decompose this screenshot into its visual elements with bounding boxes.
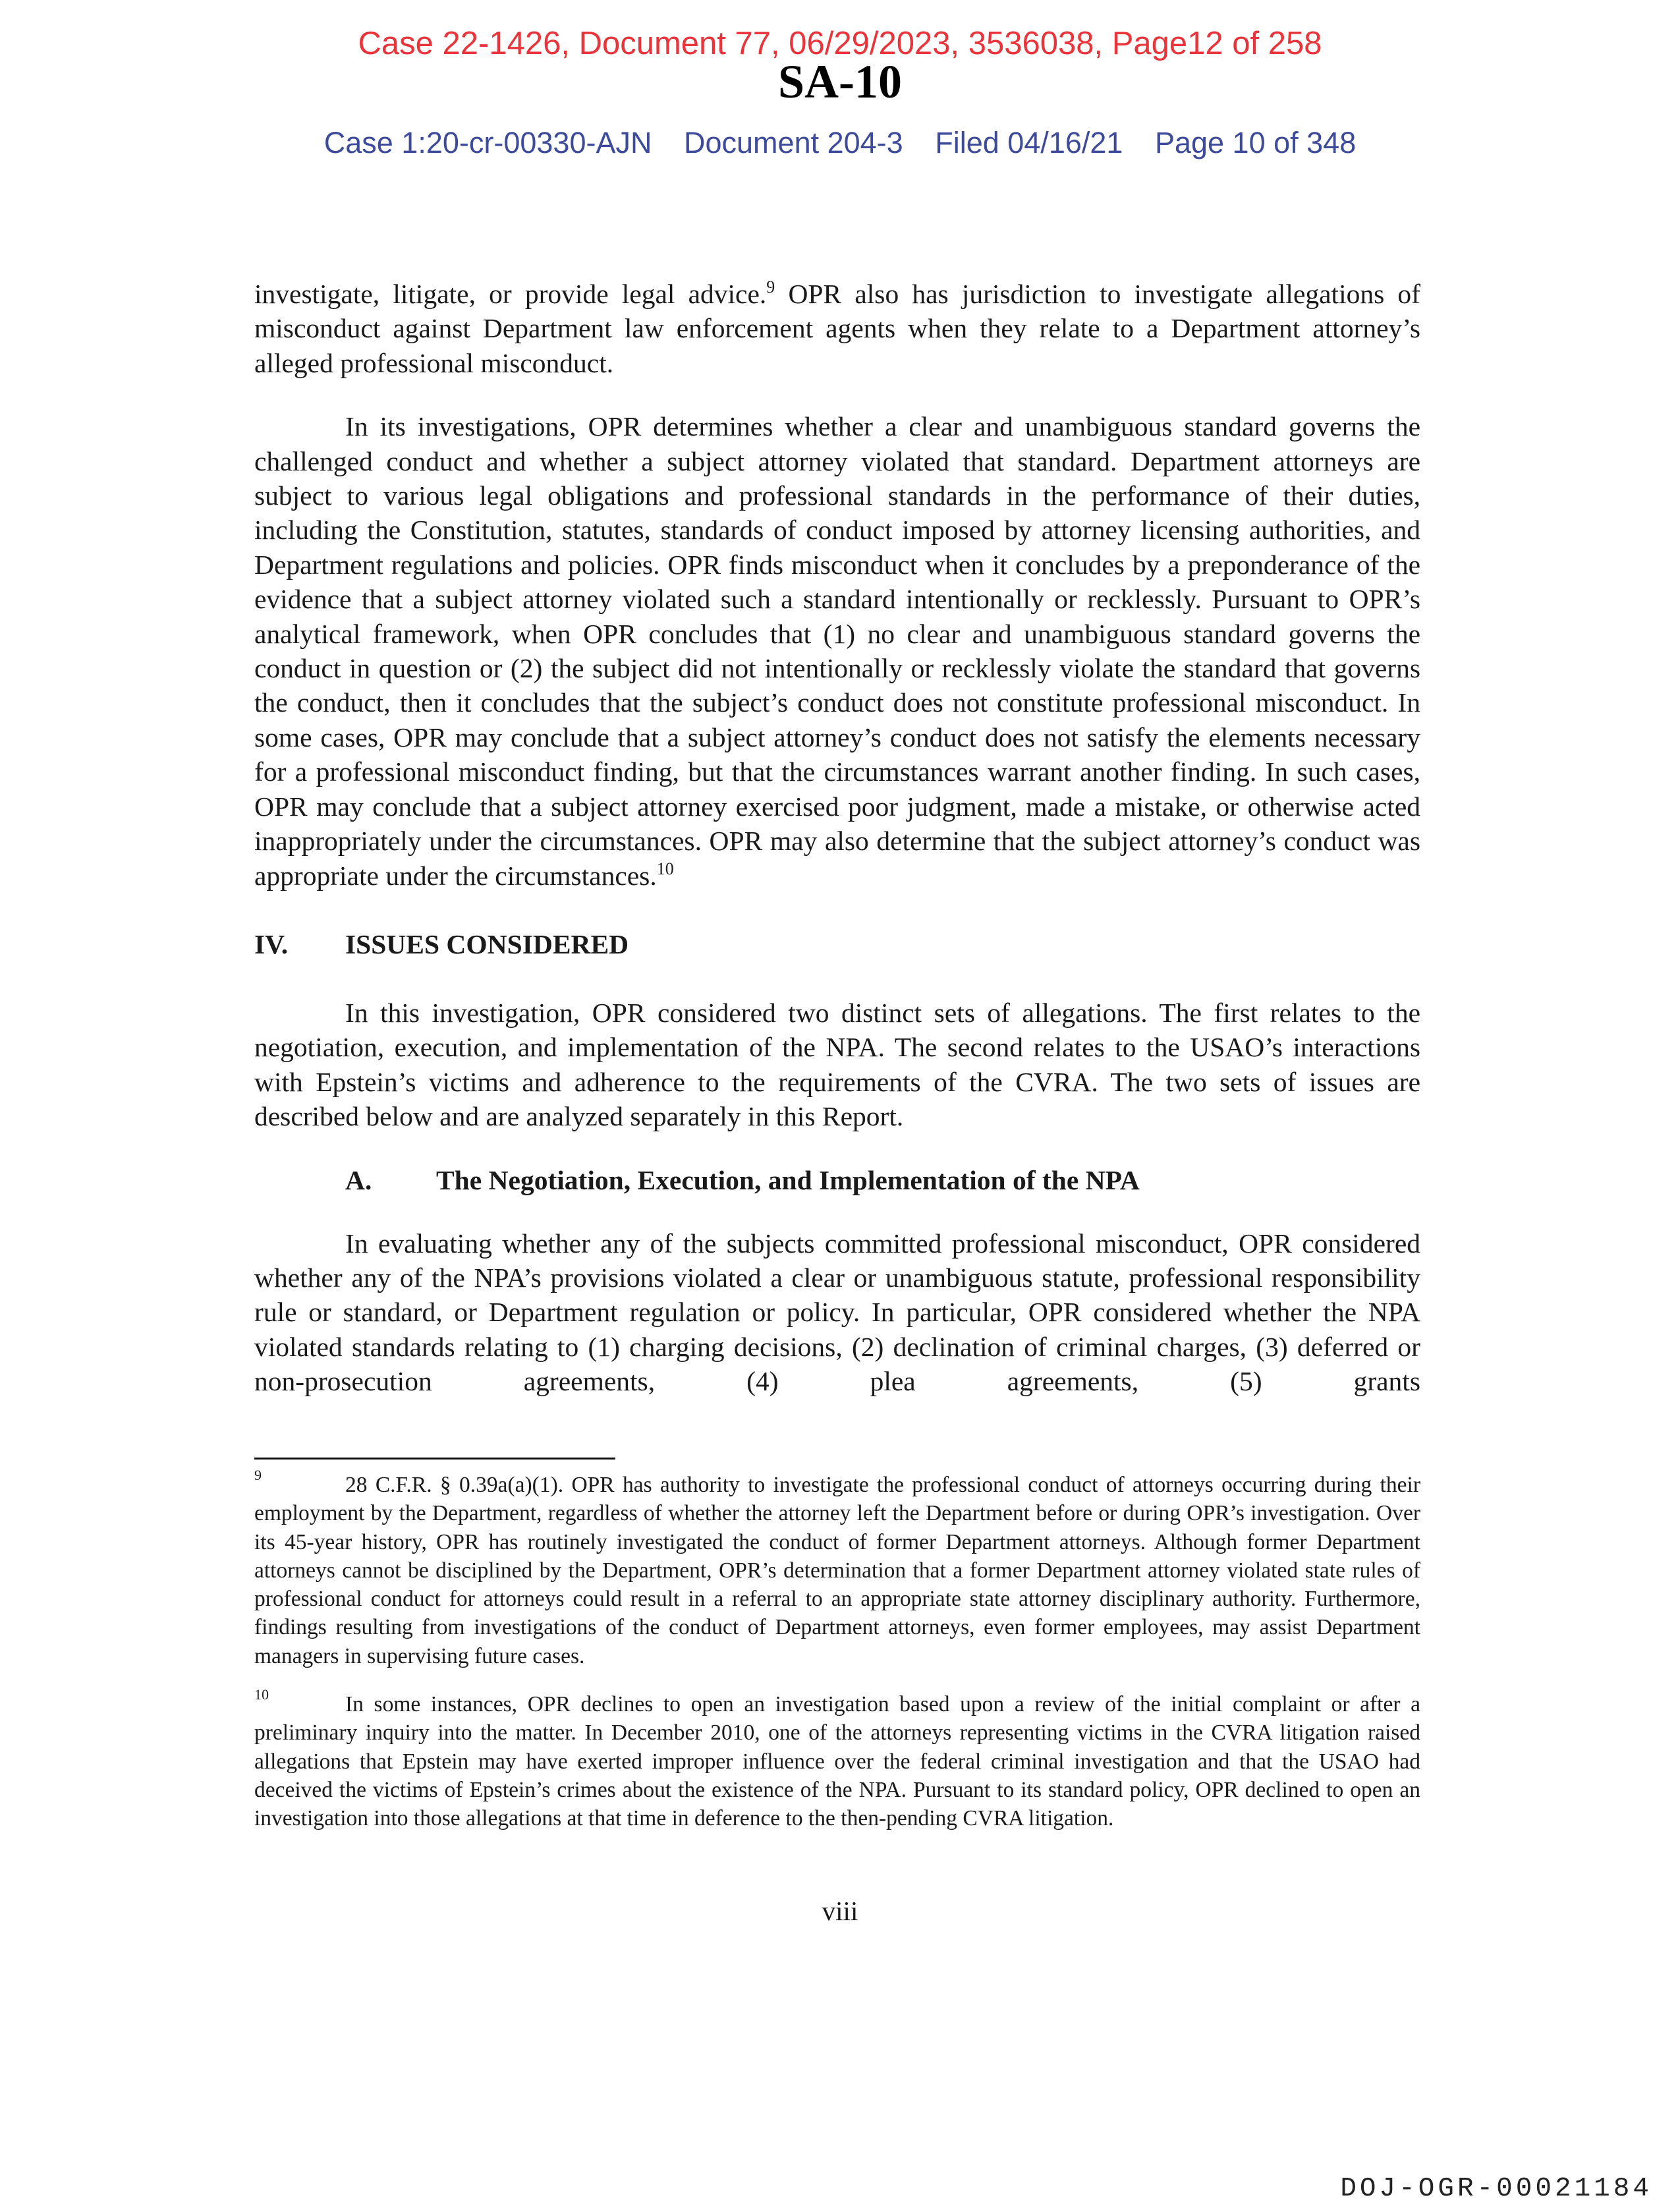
section-number: IV. [254,928,289,959]
paragraph-npa-evaluation: In evaluating whether any of the subjects committed professional misconduct, OPR considered whether any of the NPA’s provisions violated a clear or unambiguous statute, professional responsibility rule or standard, or Department regulation or policy. In particular, OPR considered whether the NPA violated standards relating to (1) charging decisions, (2) declination of criminal charges, (3) deferred or non-prosecution agreements, (4) plea agreements, (5) grants [254,1228,1420,1397]
footnote-9 [254,1467,1420,1670]
footnotes-section [254,1467,1420,1833]
footnote-ref-9[interactable]: 9 [766,277,775,297]
district-case-number: Case 1:20-cr-00330-AJN [323,126,652,159]
appendix-page-label: SA-10 [777,55,902,108]
subsection-heading-npa [254,1163,1420,1197]
footnote-text: In some instances, OPR declines to open an investigation based upon a review of the initial complaint or after a preliminary inquiry into the matter. In December 2010, one of the attorneys representing victims in the CVRA litigation raised allegations that Epstein may have exerted improper influence over the federal criminal investigation and that the USAO had deceived the victims of Epstein’s crimes about the existence of the NPA. Pursuant to its standard policy, OPR declined to open an investigation into those allegations at that time in deference to the then-pending CVRA litigation. [254,1692,1420,1831]
footnote-number: 10 [254,1686,269,1703]
district-document-number: Document 204-3 [684,126,903,159]
footnote-text: 28 C.F.R. § 0.39a(a)(1). OPR has authority to investigate the professional conduct of attorneys occurring during their employment by the Department, regardless of whether the attorney left the Department before or during OPR’s investigation. Over its 45-year history, OPR has routinely investigated the conduct of former Department attorneys. Although former Department attorneys cannot be disciplined by the Department, OPR’s determination that a former Department attorney violated state rules of professional conduct for attorneys could result in a referral to an appropriate state attorney disciplinary authority. Furthermore, findings resulting from investigations of the conduct of Department attorneys, even former employees, may assist Department managers in supervising future cases. [254,1473,1420,1668]
bates-number: DOJ-OGR-00021184 [1340,2174,1652,2204]
subsection-title: The Negotiation, Execution, and Implementation of the NPA [436,1164,1140,1195]
page-number: viii [822,1896,858,1926]
district-case-stamp [0,128,1680,157]
footnote-number: 9 [254,1467,262,1483]
district-page-count: Page 10 of 348 [1154,126,1357,159]
paragraph-jurisdiction: investigate, litigate, or provide legal advice.$^9$ OPR also has jurisdiction to investigate allegations of misconduct against Department law enforcement agents when they relate to a Department attorney’s alleged professional misconduct. [254,277,1420,378]
appellate-case-stamp: Case 22-1426, Document 77, 06/29/2023, 3536038, Page12 of 258 [358,26,1322,61]
footnote-10 [254,1686,1420,1832]
subsection-letter: A. [345,1164,372,1195]
paragraph-issues-overview: In this investigation, OPR considered two distinct sets of allegations. The first relates to the negotiation, execution, and implementation of the NPA. The second relates to the USAO’s interactions with Epstein’s victims and adherence to the requirements of the CVRA. The two sets of issues are described below and are analyzed separately in this Report. [254,997,1420,1132]
footnote-separator [254,1458,615,1460]
paragraph-investigation-standards: In its investigations, OPR determines whether a clear and unambiguous standard governs the challenged conduct and whether a subject attorney violated that standard. Department attorneys are subject to various legal obligations and professional standards in the performance of their duties, including the Constitution, statutes, standards of conduct imposed by attorney licensing authorities, and Department regulations and policies. OPR finds misconduct when it concludes by a preponderance of the evidence that a subject attorney violated such a standard intentionally or recklessly. Pursuant to OPR’s analytical framework, when OPR concludes that (1) no clear and unambiguous standard governs the conduct in question or (2) the subject did not intentionally or recklessly violate the standard that governs the conduct, then it concludes that the subject’s conduct does not constitute professional misconduct. In some cases, OPR may conclude that a subject attorney’s conduct does not satisfy the elements necessary for a professional misconduct finding, but that the circumstances warrant another finding. In such cases, OPR may conclude that a subject attorney exercised poor judgment, made a mistake, or otherwise acted inappropriately under the circumstances. OPR may also determine that the subject attorney’s conduct was appropriate under the circumstances.$^{10}$ [254,411,1420,891]
document-body [254,277,1420,1399]
footnote-ref-10[interactable]: 10 [656,859,674,878]
section-title: ISSUES CONSIDERED [345,928,629,959]
district-filed-date: Filed 04/16/21 [935,126,1123,159]
section-heading-issues-considered [254,927,1420,961]
